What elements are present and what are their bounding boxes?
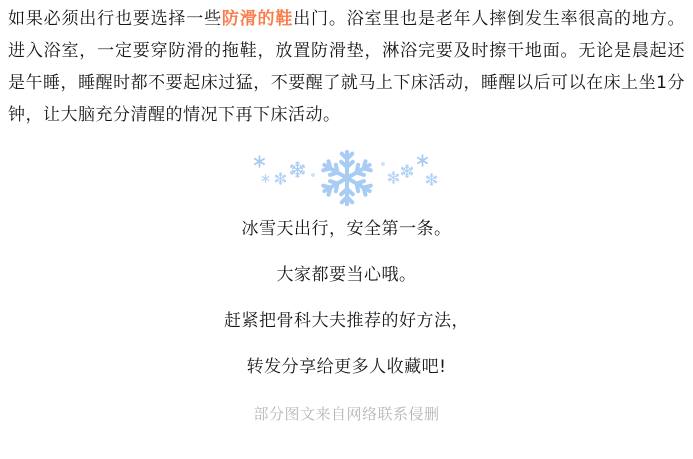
snowflake-icon-small: [289, 161, 306, 178]
snowflake-star-icon: [261, 174, 270, 183]
snowflake-icon-small: [400, 164, 414, 178]
center-line-doctor-method: 赶紧把骨科大夫推荐的好方法，: [224, 311, 469, 331]
center-line-share: 转发分享给更多人收藏吧!: [246, 357, 447, 377]
snowflake-divider: [247, 147, 447, 209]
snowflake-star-icon: [253, 155, 266, 168]
snow-dot-icon: [311, 173, 315, 177]
snowflake-icon-small: [387, 171, 400, 184]
footer-disclaimer: 部分图文来自网络联系侵删: [253, 405, 440, 423]
snow-dot-icon: [381, 162, 385, 166]
snowflake-icon-large: [318, 149, 376, 207]
paragraph-text-after: 出门。浴室里也是老年人摔倒发生率很高的地方。进入浴室，一定要穿防滑的拖鞋，放置防滑垫，淋浴完要及时擦干地面。无论是晨起还是午睡，睡醒时都不要起床过猛，不要醒了就马上下床活动，睡醒以后可以在床上坐1分钟，让大脑充分清醒的情况下再下床活动。: [8, 9, 686, 125]
center-line-careful: 大家都要当心哦。: [276, 265, 417, 285]
snowflake-icon-small: [425, 173, 438, 186]
article-page: [0, 3, 693, 459]
article-paragraph: [0, 3, 693, 131]
snowflake-icon-small: [274, 172, 287, 185]
snowflake-star-icon: [416, 154, 429, 167]
center-line-safety: 冰雪天出行，安全第一条。: [241, 219, 452, 239]
highlight-anti-slip-shoes: 防滑的鞋: [221, 9, 294, 29]
paragraph-text-before: 如果必须出行也要选择一些: [8, 9, 222, 29]
